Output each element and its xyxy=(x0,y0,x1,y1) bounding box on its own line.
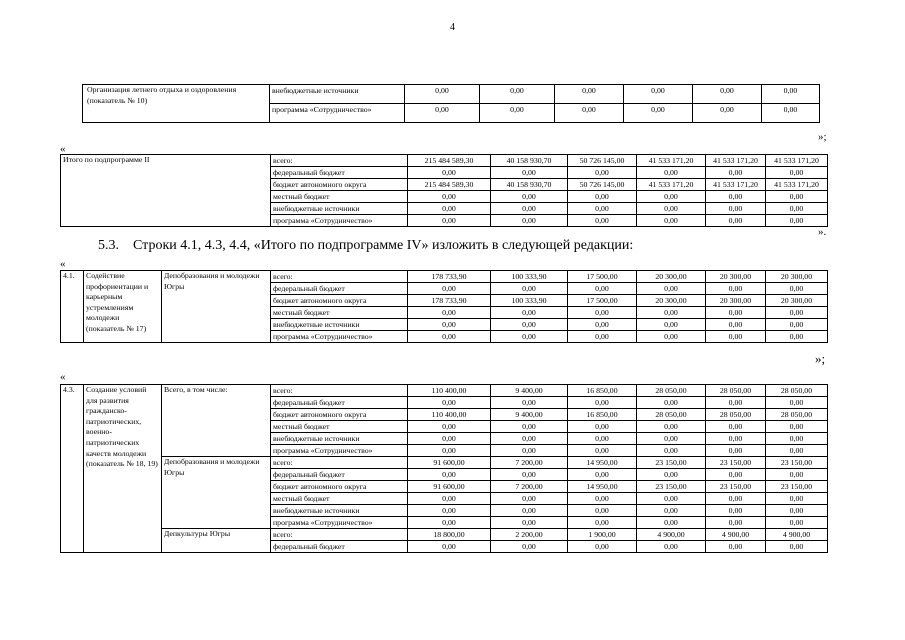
value-cell: 0,00 xyxy=(408,167,491,179)
value-cell: 0,00 xyxy=(706,505,766,517)
value-cell: 91 600,00 xyxy=(408,481,491,493)
funding-source-label: внебюджетные источники xyxy=(270,85,405,104)
value-cell: 40 158 930,70 xyxy=(491,155,568,167)
table-row xyxy=(61,155,828,167)
funding-source-label: бюджет автономного округа xyxy=(271,295,408,307)
value-cell: 0,00 xyxy=(568,421,637,433)
value-cell: 0,00 xyxy=(408,517,491,529)
value-cell: 0,00 xyxy=(766,421,828,433)
value-cell: 0,00 xyxy=(408,397,491,409)
page-number: 4 xyxy=(450,22,455,33)
funding-source-label: программа «Сотрудничество» xyxy=(270,104,405,123)
value-cell: 0,00 xyxy=(637,215,706,227)
value-cell: 0,00 xyxy=(766,445,828,457)
value-cell: 0,00 xyxy=(766,433,828,445)
value-cell: 0,00 xyxy=(693,104,762,123)
value-cell: 0,00 xyxy=(637,319,706,331)
value-cell: 0,00 xyxy=(706,397,766,409)
value-cell: 0,00 xyxy=(766,505,828,517)
value-cell: 0,00 xyxy=(693,85,762,104)
value-cell: 0,00 xyxy=(766,283,828,295)
value-cell: 28 050,00 xyxy=(706,385,766,397)
value-cell: 50 726 145,00 xyxy=(568,179,637,191)
value-cell: 0,00 xyxy=(637,307,706,319)
value-cell: 0,00 xyxy=(408,191,491,203)
value-cell: 0,00 xyxy=(706,331,766,343)
value-cell: 0,00 xyxy=(706,319,766,331)
value-cell: 0,00 xyxy=(568,469,637,481)
value-cell: 17 500,00 xyxy=(568,295,637,307)
value-cell: 0,00 xyxy=(491,469,568,481)
value-cell: 0,00 xyxy=(568,167,637,179)
value-cell: 0,00 xyxy=(491,283,568,295)
value-cell: 0,00 xyxy=(706,469,766,481)
value-cell: 0,00 xyxy=(408,493,491,505)
event-name-cell: Содействие профориентации и карьерным устремлениям молодежи (показатель № 17) xyxy=(84,271,162,343)
value-cell: 1 900,00 xyxy=(568,529,637,541)
value-cell: 0,00 xyxy=(766,307,828,319)
value-cell: 17 500,00 xyxy=(568,271,637,283)
value-cell: 0,00 xyxy=(766,397,828,409)
closing-quote: ». xyxy=(818,226,827,238)
opening-quote: « xyxy=(60,143,66,155)
value-cell: 0,00 xyxy=(706,493,766,505)
value-cell: 0,00 xyxy=(766,215,828,227)
table-row xyxy=(61,457,828,469)
funding-source-label: всего: xyxy=(271,155,408,167)
value-cell: 0,00 xyxy=(637,433,706,445)
value-cell: 0,00 xyxy=(491,167,568,179)
value-cell: 0,00 xyxy=(491,541,568,553)
funding-table-row-4-1 xyxy=(60,270,828,343)
value-cell: 41 533 171,20 xyxy=(637,179,706,191)
value-cell: 0,00 xyxy=(408,421,491,433)
value-cell: 0,00 xyxy=(408,541,491,553)
value-cell: 0,00 xyxy=(555,85,624,104)
value-cell: 28 050,00 xyxy=(706,409,766,421)
value-cell: 100 333,90 xyxy=(491,295,568,307)
value-cell: 0,00 xyxy=(491,319,568,331)
value-cell: 16 850,00 xyxy=(568,409,637,421)
value-cell: 0,00 xyxy=(706,445,766,457)
value-cell: 40 158 930,70 xyxy=(491,179,568,191)
value-cell: 0,00 xyxy=(491,517,568,529)
value-cell: 28 050,00 xyxy=(766,385,828,397)
value-cell: 23 150,00 xyxy=(766,481,828,493)
table-row xyxy=(61,385,828,397)
value-cell: 0,00 xyxy=(766,331,828,343)
value-cell: 0,00 xyxy=(637,167,706,179)
funding-source-label: федеральный бюджет xyxy=(271,541,408,553)
value-cell: 7 200,00 xyxy=(491,457,568,469)
value-cell: 0,00 xyxy=(762,85,820,104)
value-cell: 0,00 xyxy=(762,104,820,123)
value-cell: 0,00 xyxy=(637,421,706,433)
funding-source-label: бюджет автономного округа xyxy=(271,179,408,191)
value-cell: 28 050,00 xyxy=(637,385,706,397)
value-cell: 16 850,00 xyxy=(568,385,637,397)
value-cell: 215 484 589,30 xyxy=(408,155,491,167)
value-cell: 110 400,00 xyxy=(408,409,491,421)
value-cell: 20 300,00 xyxy=(766,271,828,283)
value-cell: 0,00 xyxy=(568,433,637,445)
value-cell: 23 150,00 xyxy=(637,481,706,493)
value-cell: 0,00 xyxy=(491,307,568,319)
value-cell: 0,00 xyxy=(480,104,555,123)
executor-cell: Всего, в том числе: xyxy=(162,385,271,457)
value-cell: 0,00 xyxy=(568,505,637,517)
section-heading: 5.3. Строки 4.1, 4.3, 4.4, «Итого по подпрограмме IV» изложить в следующей редакции: xyxy=(98,238,634,253)
value-cell: 0,00 xyxy=(568,307,637,319)
value-cell: 0,00 xyxy=(637,445,706,457)
value-cell: 41 533 171,20 xyxy=(766,179,828,191)
funding-source-label: федеральный бюджет xyxy=(271,167,408,179)
value-cell: 0,00 xyxy=(491,203,568,215)
value-cell: 100 333,90 xyxy=(491,271,568,283)
funding-source-label: программа «Сотрудничество» xyxy=(271,215,408,227)
funding-table-subprogram-total xyxy=(60,154,828,227)
value-cell: 0,00 xyxy=(568,493,637,505)
value-cell: 0,00 xyxy=(480,85,555,104)
value-cell: 178 733,90 xyxy=(408,271,491,283)
funding-table-row-4-3 xyxy=(60,384,828,553)
value-cell: 0,00 xyxy=(637,469,706,481)
value-cell: 0,00 xyxy=(706,433,766,445)
value-cell: 0,00 xyxy=(405,104,480,123)
value-cell: 0,00 xyxy=(408,433,491,445)
funding-source-label: бюджет автономного округа xyxy=(271,481,408,493)
value-cell: 0,00 xyxy=(491,505,568,517)
funding-source-label: всего: xyxy=(271,385,408,397)
value-cell: 0,00 xyxy=(568,517,637,529)
value-cell: 0,00 xyxy=(491,433,568,445)
value-cell: 4 900,00 xyxy=(637,529,706,541)
value-cell: 20 300,00 xyxy=(766,295,828,307)
funding-source-label: всего: xyxy=(271,529,408,541)
value-cell: 0,00 xyxy=(491,493,568,505)
value-cell: 0,00 xyxy=(491,191,568,203)
funding-source-label: бюджет автономного округа xyxy=(271,409,408,421)
funding-source-label: местный бюджет xyxy=(271,421,408,433)
value-cell: 2 200,00 xyxy=(491,529,568,541)
funding-source-label: программа «Сотрудничество» xyxy=(271,517,408,529)
closing-quote: »; xyxy=(818,131,827,143)
value-cell: 0,00 xyxy=(706,191,766,203)
value-cell: 0,00 xyxy=(706,541,766,553)
value-cell: 14 950,00 xyxy=(568,481,637,493)
funding-source-label: внебюджетные источники xyxy=(271,433,408,445)
table-row xyxy=(61,529,828,541)
value-cell: 0,00 xyxy=(706,203,766,215)
value-cell: 0,00 xyxy=(491,331,568,343)
value-cell: 20 300,00 xyxy=(706,271,766,283)
value-cell: 0,00 xyxy=(491,421,568,433)
value-cell: 0,00 xyxy=(408,331,491,343)
value-cell: 0,00 xyxy=(766,203,828,215)
table-row xyxy=(61,271,828,283)
funding-source-label: программа «Сотрудничество» xyxy=(271,445,408,457)
value-cell: 0,00 xyxy=(766,493,828,505)
executor-cell: Депобразования и молодежи Югры xyxy=(162,457,271,529)
value-cell: 0,00 xyxy=(491,215,568,227)
value-cell: 9 400,00 xyxy=(491,385,568,397)
funding-source-label: всего: xyxy=(271,271,408,283)
funding-table-organization xyxy=(82,84,820,123)
value-cell: 0,00 xyxy=(568,397,637,409)
value-cell: 4 900,00 xyxy=(706,529,766,541)
funding-source-label: всего: xyxy=(271,457,408,469)
value-cell: 18 800,00 xyxy=(408,529,491,541)
funding-source-label: местный бюджет xyxy=(271,191,408,203)
value-cell: 0,00 xyxy=(408,203,491,215)
value-cell: 0,00 xyxy=(408,215,491,227)
value-cell: 0,00 xyxy=(766,167,828,179)
value-cell: 0,00 xyxy=(408,445,491,457)
value-cell: 28 050,00 xyxy=(637,409,706,421)
value-cell: 0,00 xyxy=(637,203,706,215)
value-cell: 91 600,00 xyxy=(408,457,491,469)
value-cell: 178 733,90 xyxy=(408,295,491,307)
closing-quote: »; xyxy=(815,351,826,366)
table-row xyxy=(83,85,820,104)
funding-source-label: местный бюджет xyxy=(271,307,408,319)
value-cell: 23 150,00 xyxy=(637,457,706,469)
value-cell: 0,00 xyxy=(766,517,828,529)
value-cell: 0,00 xyxy=(408,307,491,319)
value-cell: 0,00 xyxy=(408,469,491,481)
value-cell: 0,00 xyxy=(491,445,568,457)
value-cell: 0,00 xyxy=(555,104,624,123)
value-cell: 0,00 xyxy=(637,505,706,517)
value-cell: 9 400,00 xyxy=(491,409,568,421)
value-cell: 14 950,00 xyxy=(568,457,637,469)
value-cell: 23 150,00 xyxy=(766,457,828,469)
value-cell: 215 484 589,30 xyxy=(408,179,491,191)
funding-source-label: программа «Сотрудничество» xyxy=(271,331,408,343)
value-cell: 0,00 xyxy=(568,319,637,331)
funding-source-label: федеральный бюджет xyxy=(271,397,408,409)
value-cell: 0,00 xyxy=(637,517,706,529)
value-cell: 0,00 xyxy=(766,541,828,553)
funding-source-label: внебюджетные источники xyxy=(271,505,408,517)
row-number-cell: 4.3. xyxy=(61,385,84,553)
value-cell: 0,00 xyxy=(405,85,480,104)
value-cell: 0,00 xyxy=(706,307,766,319)
value-cell: 0,00 xyxy=(637,397,706,409)
value-cell: 0,00 xyxy=(766,469,828,481)
value-cell: 0,00 xyxy=(408,505,491,517)
value-cell: 0,00 xyxy=(624,85,693,104)
value-cell: 41 533 171,20 xyxy=(706,155,766,167)
subprogram-total-title: Итого по подпрограмме II xyxy=(61,155,271,227)
funding-source-label: федеральный бюджет xyxy=(271,283,408,295)
event-name-cell: Создание условий для развития гражданско-патриотических, военно-патриотических качеств молодежи (показатель № 18, 19) xyxy=(84,385,162,553)
value-cell: 0,00 xyxy=(568,203,637,215)
value-cell: 0,00 xyxy=(706,215,766,227)
value-cell: 0,00 xyxy=(624,104,693,123)
executor-cell: Депобразования и молодежи Югры xyxy=(162,271,271,343)
value-cell: 0,00 xyxy=(637,191,706,203)
value-cell: 0,00 xyxy=(706,421,766,433)
value-cell: 0,00 xyxy=(568,541,637,553)
value-cell: 0,00 xyxy=(706,167,766,179)
executor-cell: Депкультуры Югры xyxy=(162,529,271,553)
funding-source-label: внебюджетные источники xyxy=(271,319,408,331)
value-cell: 7 200,00 xyxy=(491,481,568,493)
value-cell: 0,00 xyxy=(568,215,637,227)
opening-quote: « xyxy=(60,258,66,270)
funding-source-label: федеральный бюджет xyxy=(271,469,408,481)
value-cell: 0,00 xyxy=(568,445,637,457)
value-cell: 20 300,00 xyxy=(637,295,706,307)
value-cell: 4 900,00 xyxy=(766,529,828,541)
value-cell: 110 400,00 xyxy=(408,385,491,397)
value-cell: 41 533 171,20 xyxy=(706,179,766,191)
value-cell: 23 150,00 xyxy=(706,481,766,493)
value-cell: 0,00 xyxy=(706,517,766,529)
opening-quote: « xyxy=(60,371,66,383)
value-cell: 0,00 xyxy=(568,283,637,295)
value-cell: 0,00 xyxy=(766,319,828,331)
value-cell: 0,00 xyxy=(637,493,706,505)
value-cell: 0,00 xyxy=(637,283,706,295)
funding-source-label: внебюджетные источники xyxy=(271,203,408,215)
event-name-cell: Организация летнего отдыха и оздоровления (показатель № 10) xyxy=(83,85,270,123)
value-cell: 20 300,00 xyxy=(637,271,706,283)
value-cell: 0,00 xyxy=(637,331,706,343)
value-cell: 28 050,00 xyxy=(766,409,828,421)
value-cell: 0,00 xyxy=(408,319,491,331)
value-cell: 20 300,00 xyxy=(706,295,766,307)
value-cell: 0,00 xyxy=(568,331,637,343)
value-cell: 0,00 xyxy=(568,191,637,203)
value-cell: 23 150,00 xyxy=(706,457,766,469)
value-cell: 0,00 xyxy=(637,541,706,553)
value-cell: 0,00 xyxy=(766,191,828,203)
value-cell: 41 533 171,20 xyxy=(766,155,828,167)
value-cell: 0,00 xyxy=(706,283,766,295)
funding-source-label: местный бюджет xyxy=(271,493,408,505)
value-cell: 41 533 171,20 xyxy=(637,155,706,167)
row-number-cell: 4.1. xyxy=(61,271,84,343)
value-cell: 50 726 145,00 xyxy=(568,155,637,167)
value-cell: 0,00 xyxy=(491,397,568,409)
value-cell: 0,00 xyxy=(408,283,491,295)
